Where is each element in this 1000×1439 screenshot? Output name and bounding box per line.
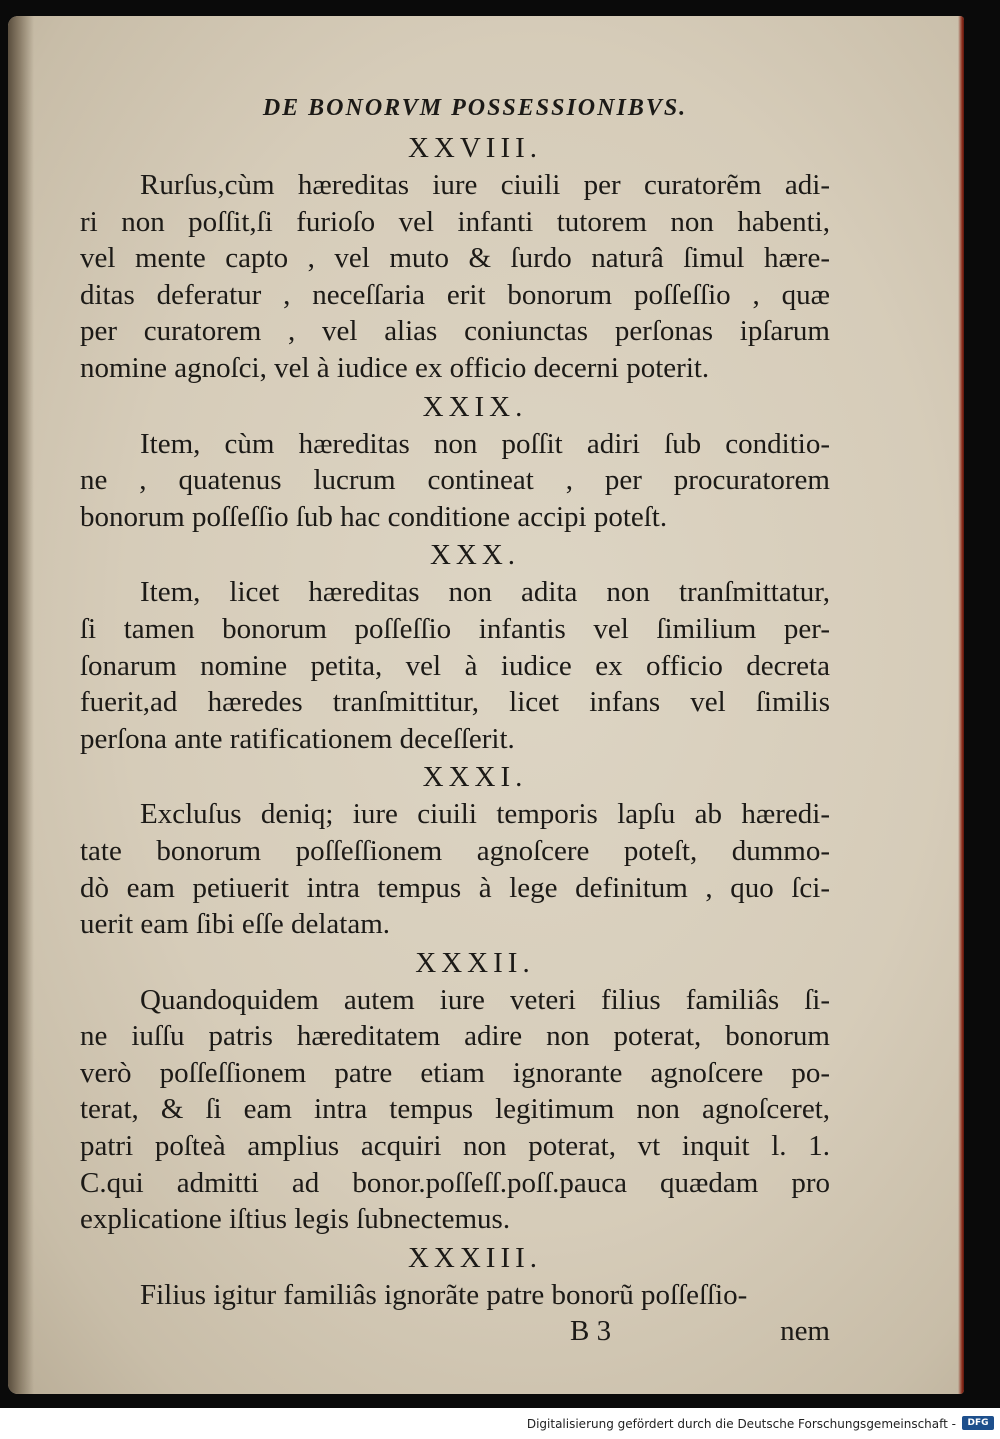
text-line: Rurſus,cùm hæreditas iure ciuili per curatorẽm adi- — [140, 169, 830, 201]
footer-credit: Digitalisierung gefördert durch die Deutsche Forschungsgemeinschaft - — [526, 1417, 956, 1431]
page-gutter-shadow — [8, 16, 34, 1394]
section-paragraph — [80, 982, 830, 1238]
section-paragraph — [80, 167, 830, 387]
text-line: fuerit,ad hæredes tranſmittitur, licet infans vel ſimilis — [80, 686, 830, 719]
text-line: Quandoquidem autem iure veteri filius familiâs ſi- — [140, 983, 830, 1016]
text-line: ſi tamen bonorum poſſeſſio infantis vel ſimilium per- — [80, 612, 830, 645]
section-number: XXIX. — [422, 390, 528, 423]
catchline — [80, 1313, 830, 1349]
text-line: ri non poſſit,ſi furioſo vel infanti tutorem non habenti, — [80, 205, 830, 238]
book-page — [8, 16, 964, 1394]
text-line: explicatione iſtius legis ſubnectemus. — [80, 1203, 511, 1236]
text-line: vel mente capto , vel muto & ſurdo naturâ ſimul hære- — [80, 242, 830, 275]
catchword: nem — [780, 1315, 830, 1348]
section-number: XXXI. — [422, 761, 528, 794]
section-number: XXVIII. — [407, 132, 543, 164]
text-line: dò eam petiuerit intra tempus à lege definitum , quo ſci- — [80, 871, 830, 904]
section-paragraph — [80, 1277, 830, 1314]
text-line: ſonarum nomine petita, vel à iudice ex officio decreta — [80, 649, 830, 682]
text-line: bonorum poſſeſſio ſub hac conditione accipi poteſt. — [80, 500, 668, 533]
text-line: Excluſus deniq; iure ciuili temporis lapſu ab hæredi- — [140, 798, 830, 831]
text-line: tate bonorum poſſeſſionem agnoſcere poteſt, dummo- — [80, 834, 830, 867]
text-line: perſona ante ratificationem deceſſerit. — [80, 722, 515, 755]
text-line: Item, cùm hæreditas non poſſit adiri ſub conditio- — [140, 427, 830, 460]
section-paragraph — [80, 426, 830, 536]
text-line: terat, & ſi eam intra tempus legitimum non agnoſceret, — [80, 1093, 830, 1126]
page-content — [80, 88, 830, 1349]
text-line: Filius igitur familiâs ignorãte patre bonorũ poſſeſſio- — [140, 1278, 748, 1311]
text-line: nomine agnoſci, vel à iudice ex officio decerni poterit. — [80, 351, 710, 384]
text-line: C.qui admitti ad bonor.poſſeſſ.poſſ.pauca quædam pro — [80, 1166, 830, 1199]
text-line: ditas deferatur , neceſſaria erit bonorum poſſeſſio , quæ — [80, 278, 830, 311]
section-number: XXXIII. — [407, 1241, 543, 1274]
signature-mark: B 3 — [570, 1315, 612, 1348]
text-line: patri poſteà amplius acquiri non poterat, vt inquit l. 1. — [80, 1130, 830, 1163]
section-paragraph — [80, 796, 830, 942]
text-line: Item, licet hæreditas non adita non tranſmittatur, — [140, 576, 830, 609]
text-line: ne iuſſu patris hæreditatem adire non poterat, bonorum — [80, 1020, 830, 1053]
text-line: verò poſſeſſionem patre etiam ignorante agnoſcere po- — [80, 1056, 830, 1089]
sections-container — [80, 130, 830, 1313]
digitization-footer — [0, 1408, 1000, 1439]
text-line: ne , quatenus lucrum contineat , per procuratorem — [80, 464, 830, 497]
section-number: XXXII. — [415, 946, 535, 979]
section-number: XXX. — [429, 539, 521, 572]
section-paragraph — [80, 574, 830, 757]
page-edge — [958, 16, 964, 1394]
running-head: DE BONORVM POSSESSIONIBVS. — [262, 95, 688, 121]
text-line: uerit eam ſibi eſſe delatam. — [80, 908, 391, 941]
dfg-logo: DFG — [962, 1416, 994, 1430]
text-line: per curatorem , vel alias coniunctas perſonas ipſarum — [80, 315, 830, 348]
